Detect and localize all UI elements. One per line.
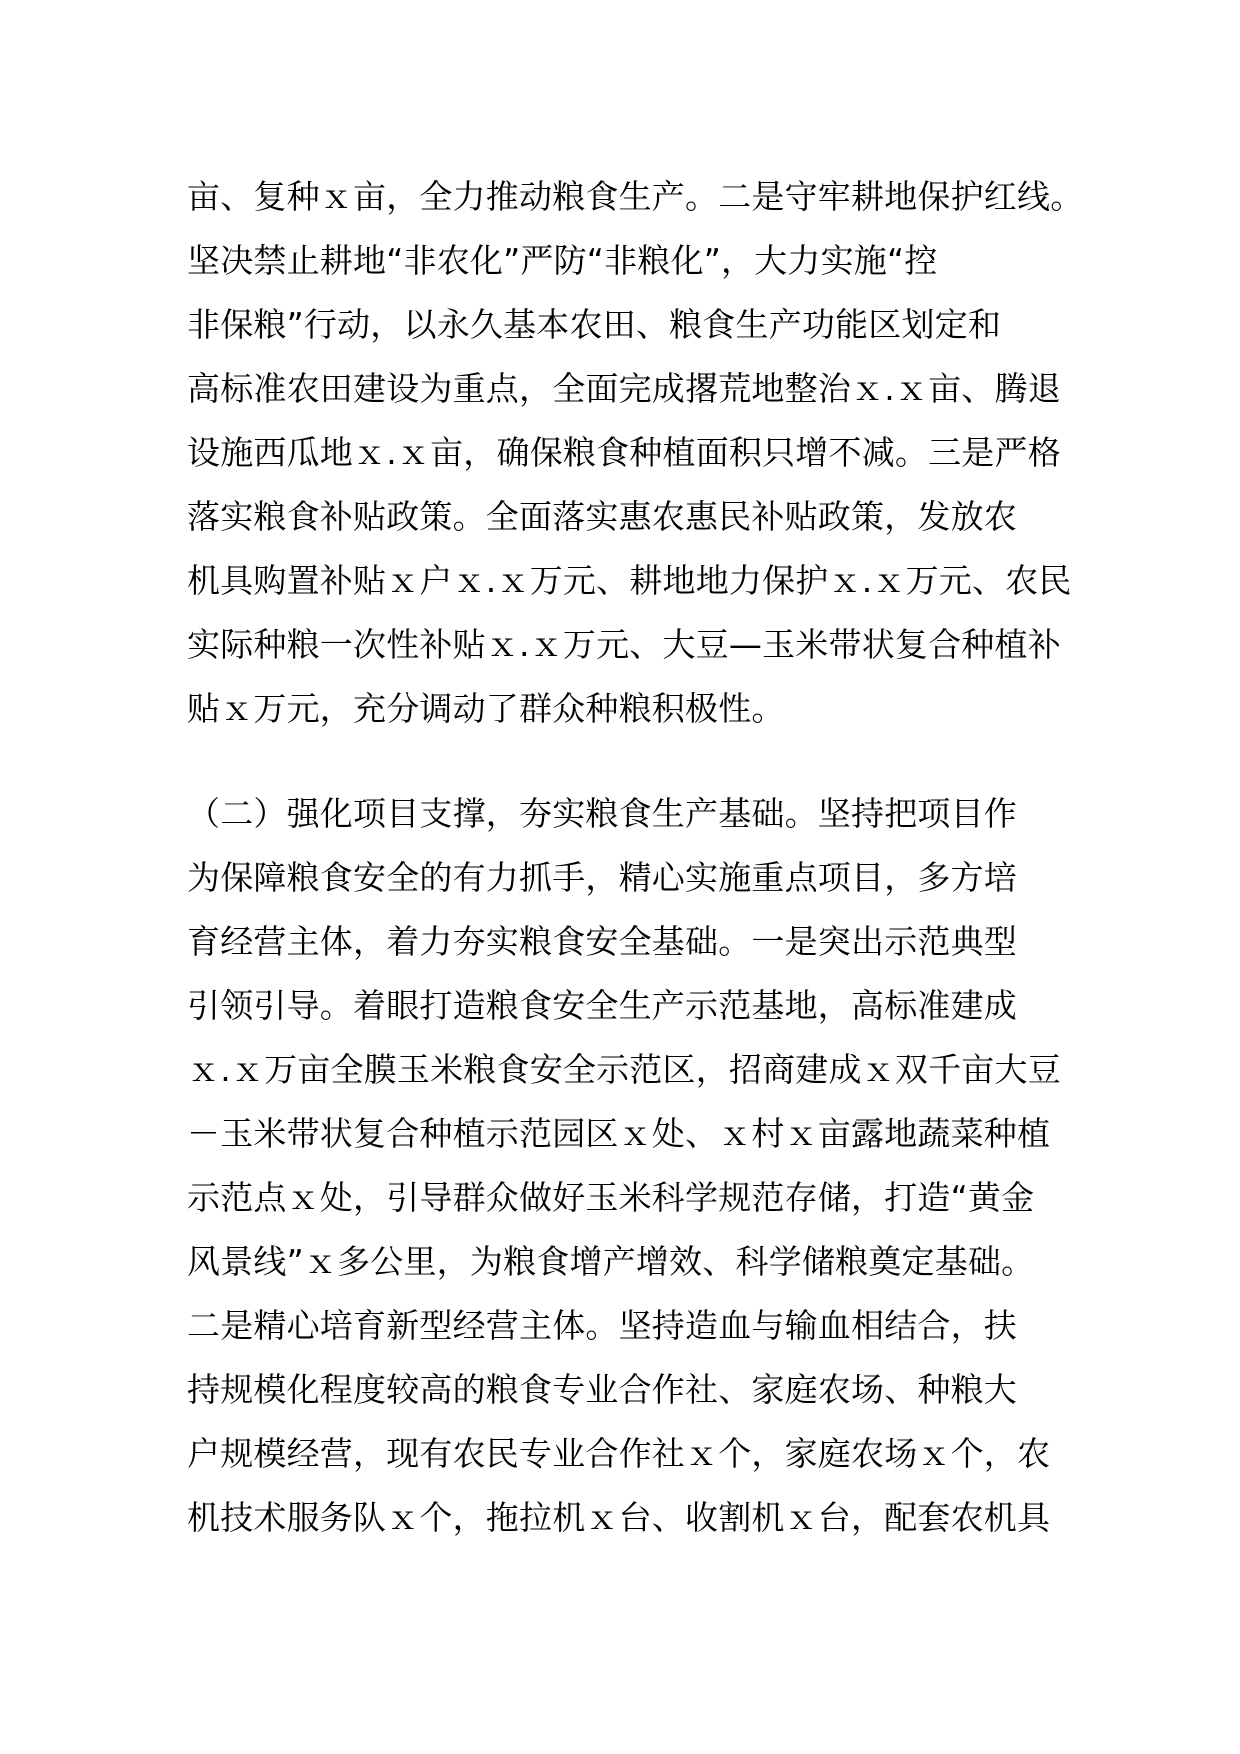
text-line: －玉米带状复合种植示范园区ｘ处、ｘ村ｘ亩露地蔬菜种植 xyxy=(187,1114,1051,1153)
text-line: 机具购置补贴ｘ户ｘ.ｘ万元、耕地地力保护ｘ.ｘ万元、农民 xyxy=(187,561,1072,600)
text-line: 引领引导。着眼打造粮食安全生产示范基地，高标准建成 xyxy=(187,986,1017,1025)
text-line: 贴ｘ万元，充分调动了群众种粮积极性。 xyxy=(187,689,785,728)
text-line: 机技术服务队ｘ个，拖拉机ｘ台、收割机ｘ台，配套农机具 xyxy=(187,1498,1051,1537)
text-line: 风景线”ｘ多公里，为粮食增产增效、科学储粮奠定基础。 xyxy=(187,1242,1035,1281)
text-line: 育经营主体，着力夯实粮食安全基础。一是突出示范典型 xyxy=(187,922,1017,961)
text-line: ｘ.ｘ万亩全膜玉米粮食安全示范区，招商建成ｘ双千亩大豆 xyxy=(187,1050,1061,1089)
paragraph-project-support xyxy=(187,782,1067,1550)
text-line: 户规模经营，现有农民专业合作社ｘ个，家庭农场ｘ个，农 xyxy=(187,1434,1051,1473)
text-line: 坚决禁止耕地“非农化”严防“非粮化”，大力实施“控 xyxy=(187,241,938,280)
text-line: 二是精心培育新型经营主体。坚持造血与输血相结合，扶 xyxy=(187,1306,1017,1345)
text-line: 亩、复种ｘ亩，全力推动粮食生产。二是守牢耕地保护红线。 xyxy=(187,177,1084,216)
text-line: 为保障粮食安全的有力抓手，精心实施重点项目，多方培 xyxy=(187,858,1017,897)
paragraph-grain-production xyxy=(187,165,1084,741)
text-line: 高标准农田建设为重点，全面完成撂荒地整治ｘ.ｘ亩、腾退 xyxy=(187,369,1061,408)
section-heading-line: （二）强化项目支撑，夯实粮食生产基础。坚持把项目作 xyxy=(187,794,1017,833)
text-line: 设施西瓜地ｘ.ｘ亩，确保粮食种植面积只增不减。三是严格 xyxy=(187,433,1061,472)
text-line: 持规模化程度较高的粮食专业合作社、家庭农场、种粮大 xyxy=(187,1370,1017,1409)
text-line: 落实粮食补贴政策。全面落实惠农惠民补贴政策，发放农 xyxy=(187,497,1017,536)
text-line: 示范点ｘ处，引导群众做好玉米科学规范存储，打造“黄金 xyxy=(187,1178,1035,1217)
text-line: 实际种粮一次性补贴ｘ.ｘ万元、大豆—玉米带状复合种植补 xyxy=(187,625,1061,664)
text-line: 非保粮”行动，以永久基本农田、粮食生产功能区划定和 xyxy=(187,305,1002,344)
